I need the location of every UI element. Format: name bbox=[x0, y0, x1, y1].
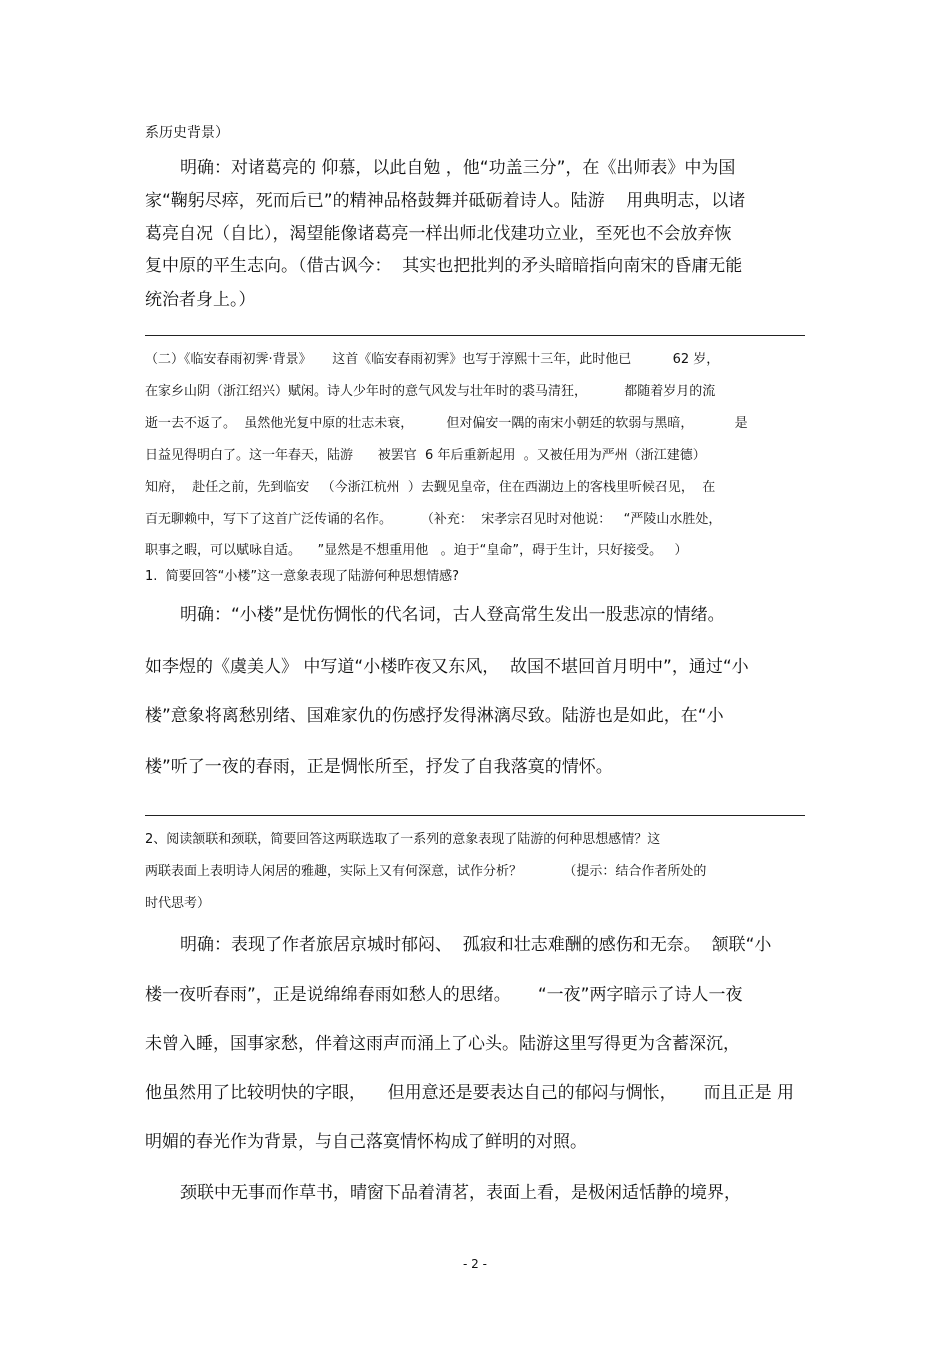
text-line: 楼一夜听春雨”，正是说绵绵春雨如愁人的思绪。 “一夜”两字暗示了诗人一夜 bbox=[145, 985, 743, 1005]
question-2-line: 两联表面上表明诗人闲居的雅趣，实际上又有何深意，试作分析？ （提示：结合作者所处的 bbox=[145, 864, 707, 879]
text-line: 职事之暇，可以赋咏自适。 ”显然是不想重用他 。迫于“皇命”，碍于生计，只好接受。 ） bbox=[145, 543, 688, 558]
text-line: 逝一去不返了。 虽然他光复中原的壮志未衰， 但对偏安一隅的南宋小朝廷的软弱与黑暗， 是 bbox=[145, 416, 748, 431]
divider bbox=[145, 335, 805, 336]
text-line: 他虽然用了比较明快的字眼， 但用意还是要表达自己的郁闷与惆怅， 而且正是 用 bbox=[145, 1083, 795, 1103]
text-line: 系历史背景） bbox=[145, 125, 229, 141]
text-line: 如李煜的《虞美人》 中写道“小楼昨夜又东风， 故国不堪回首月明中”，通过“小 bbox=[145, 657, 749, 677]
text-line: 未曾入睡，国事家愁，伴着这雨声而涌上了心头。陆游这里写得更为含蓄深沉， bbox=[145, 1034, 740, 1054]
divider bbox=[145, 815, 805, 816]
text-line: 复中原的平生志向。（借古讽今： 其实也把批判的矛头暗暗指向南宋的昏庸无能 bbox=[145, 256, 743, 276]
page-number: - 2 - bbox=[463, 1257, 487, 1271]
text-line: 家“鞠躬尽瘁，死而后已”的精神品格鼓舞并砥砺着诗人。陆游 用典明志，以诸 bbox=[145, 191, 746, 211]
text-line: 明确：“小楼”是忧伤惆怅的代名词，古人登高常生发出一股悲凉的情绪。 bbox=[180, 605, 725, 625]
text-line: 明媚的春光作为背景，与自己落寞情怀构成了鲜明的对照。 bbox=[145, 1132, 587, 1152]
question-1: 1. 简要回答“小楼”这一意象表现了陆游何种思想情感? bbox=[145, 569, 460, 584]
text-line: 颈联中无事而作草书，晴窗下品着清茗，表面上看，是极闲适恬静的境界， bbox=[180, 1183, 741, 1203]
text-line: 明确：表现了作者旅居京城时郁闷、 孤寂和壮志难酬的感伤和无奈。 颔联“小 bbox=[180, 935, 772, 955]
text-line: 楼”听了一夜的春雨，正是惆怅所至，抒发了自我落寞的情怀。 bbox=[145, 757, 613, 777]
question-2-line: 2、阅读颔联和颈联，简要回答这两联选取了一系列的意象表现了陆游的何种思想感情？这 bbox=[145, 832, 661, 847]
text-line: 明确：对诸葛亮的 仰慕，以此自勉 ，他“功盖三分”，在《出师表》中为国 bbox=[180, 158, 736, 178]
text-line: 统治者身上。） bbox=[145, 290, 256, 310]
text-line: 葛亮自况（自比），渴望能像诸葛亮一样出师北伐建功立业，至死也不会放弃恢 bbox=[145, 224, 732, 244]
text-line: （二）《临安春雨初霁·背景》 这首《临安春雨初霁》也写于淳熙十三年，此时他已 62 岁， bbox=[145, 352, 720, 367]
text-line: 百无聊赖中，写下了这首广泛传诵的名作。 （补充： 宋孝宗召见时对他说： “严陵山水胜处， bbox=[145, 512, 722, 527]
text-line: 知府， 赴任之前，先到临安 （今浙江杭州 ）去觐见皇帝，住在西湖边上的客栈里听候召见， 在 bbox=[145, 480, 716, 495]
question-2-line: 时代思考） bbox=[145, 896, 211, 911]
text-line: 日益见得明白了。这一年春天，陆游 被罢官 6 年后重新起用 。又被任用为严州（浙江建德） bbox=[145, 448, 706, 463]
text-line: 楼”意象将离愁别绪、国难家仇的伤感抒发得淋漓尽致。陆游也是如此，在“小 bbox=[145, 706, 724, 726]
text-line: 在家乡山阴（浙江绍兴）赋闲。诗人少年时的意气风发与壮年时的裘马清狂， 都随着岁月的流 bbox=[145, 384, 716, 399]
